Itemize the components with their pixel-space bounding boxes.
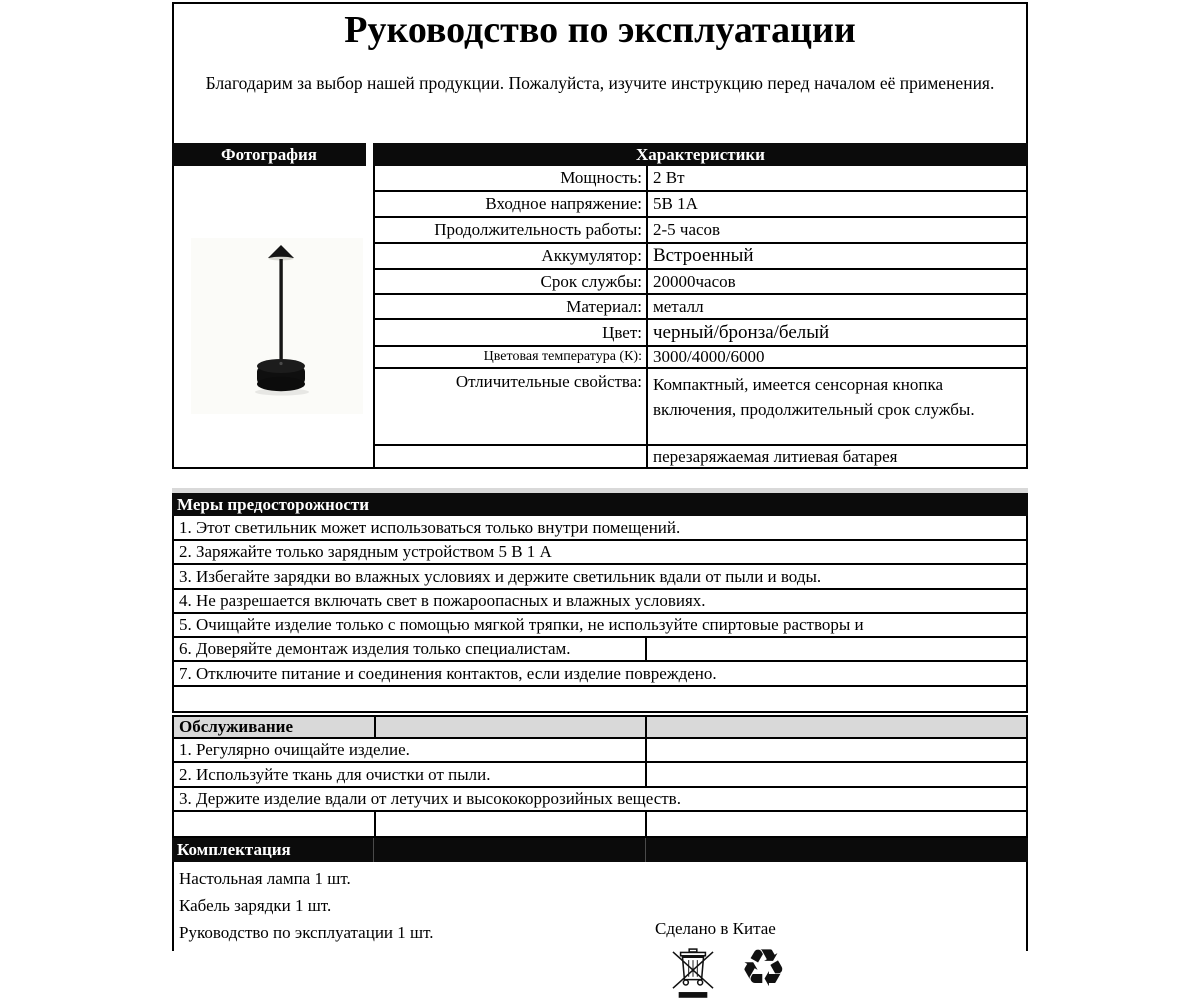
cell-divider xyxy=(374,716,376,738)
safety-item-text: 6. Доверяйте демонтаж изделия только специалистам. xyxy=(179,639,571,658)
service-item-text: 1. Регулярно очищайте изделие. xyxy=(179,740,410,759)
cell-divider xyxy=(374,811,376,837)
spec-row xyxy=(375,166,1028,192)
package-section-header xyxy=(172,838,1028,862)
cell-divider xyxy=(645,637,647,661)
spec-row xyxy=(375,369,1028,446)
service-item-text: 2. Используйте ткань для очистки от пыли. xyxy=(179,764,491,784)
package-item: Руководство по эксплуатации 1 шт. xyxy=(179,923,434,942)
cell-divider xyxy=(645,762,647,787)
spec-value: Компактный, имеется сенсорная кнопка включения, продолжительный срок службы. xyxy=(646,369,1026,444)
package-contents xyxy=(172,862,1028,951)
package-item: Кабель зарядки 1 шт. xyxy=(179,896,332,915)
page-title: Руководство по эксплуатации xyxy=(344,9,856,51)
spec-row xyxy=(375,446,1028,469)
empty-row xyxy=(172,687,1028,713)
service-item xyxy=(172,739,1028,763)
spec-label: Цветовая температура (К): xyxy=(483,349,642,364)
photo-column-header: Фотография xyxy=(172,143,366,166)
spec-value: металл xyxy=(646,295,1026,318)
table-lamp-image xyxy=(174,166,373,467)
service-section-header xyxy=(172,715,1028,739)
package-header-label: Комплектация xyxy=(177,840,291,859)
spec-row xyxy=(375,244,1028,270)
recycling-icon: ♻ xyxy=(740,939,787,999)
spec-value: 2-5 часов xyxy=(646,218,1026,242)
product-photo-cell xyxy=(172,166,373,469)
cell-seam xyxy=(645,838,646,862)
spec-row xyxy=(375,270,1028,295)
spec-row xyxy=(375,295,1028,320)
spec-label: Мощность: xyxy=(560,168,642,187)
spec-row xyxy=(375,320,1028,347)
safety-item xyxy=(172,638,1028,662)
spec-value: черный/бронза/белый xyxy=(646,320,1026,345)
spec-label: Материал: xyxy=(566,296,642,316)
intro-text: Благодарим за выбор нашей продукции. Пожалуйста, изучите инструкцию перед началом её применения. xyxy=(205,73,995,93)
safety-header-label: Меры предосторожности xyxy=(177,494,370,514)
table-header-row xyxy=(172,143,1028,166)
spec-value: 20000часов xyxy=(646,270,1026,293)
safety-item: 2. Заряжайте только зарядным устройством 5 В 1 А xyxy=(172,541,1028,565)
manual-document xyxy=(172,0,1028,1000)
package-item: Настольная лампа 1 шт. xyxy=(179,869,351,888)
spec-row xyxy=(375,192,1028,218)
specs-table xyxy=(373,166,1028,469)
spec-label: Продолжительность работы: xyxy=(434,220,642,239)
safety-item: 1. Этот светильник может использоваться только внутри помещений. xyxy=(172,516,1028,541)
safety-item: 4. Не разрешается включать свет в пожароопасных и влажных условиях. xyxy=(172,590,1028,614)
service-item: 3. Держите изделие вдали от летучих и высококоррозийных веществ. xyxy=(172,788,1028,812)
spec-label: Цвет: xyxy=(602,322,642,342)
service-header-label: Обслуживание xyxy=(179,717,294,736)
spec-row xyxy=(375,347,1028,369)
spec-value: перезаряжаемая литиевая батарея xyxy=(646,446,1026,467)
cell-divider xyxy=(645,716,647,738)
spec-value: 3000/4000/6000 xyxy=(646,347,1026,367)
spec-row xyxy=(375,218,1028,244)
cell-divider xyxy=(645,738,647,762)
specs-column-header: Характеристики xyxy=(373,143,1028,166)
spec-label: Срок службы: xyxy=(540,271,642,291)
cell-seam xyxy=(373,838,374,862)
safety-item: 3. Избегайте зарядки во влажных условиях и держите светильник вдали от пыли и воды. xyxy=(172,565,1028,590)
cell-divider xyxy=(645,811,647,837)
empty-row xyxy=(172,812,1028,838)
spec-value: 5В 1А xyxy=(646,192,1026,216)
spec-value: Встроенный xyxy=(646,244,1026,268)
spec-value: 2 Вт xyxy=(646,166,1026,190)
spec-label: Входное напряжение: xyxy=(485,194,642,213)
title-block xyxy=(172,2,1028,145)
made-in-label: Сделано в Китае xyxy=(655,919,776,938)
safety-section-header xyxy=(172,493,1028,516)
safety-item: 5. Очищайте изделие только с помощью мягкой тряпки, не используйте спиртовые растворы и xyxy=(172,614,1028,638)
spec-label xyxy=(375,446,646,467)
spec-label: Отличительные свойства: xyxy=(455,372,642,391)
weee-crossed-bin-icon xyxy=(672,944,714,1000)
safety-item: 7. Отключите питание и соединения контактов, если изделие повреждено. xyxy=(172,662,1028,687)
spec-label: Аккумулятор: xyxy=(541,246,642,265)
service-item xyxy=(172,763,1028,788)
